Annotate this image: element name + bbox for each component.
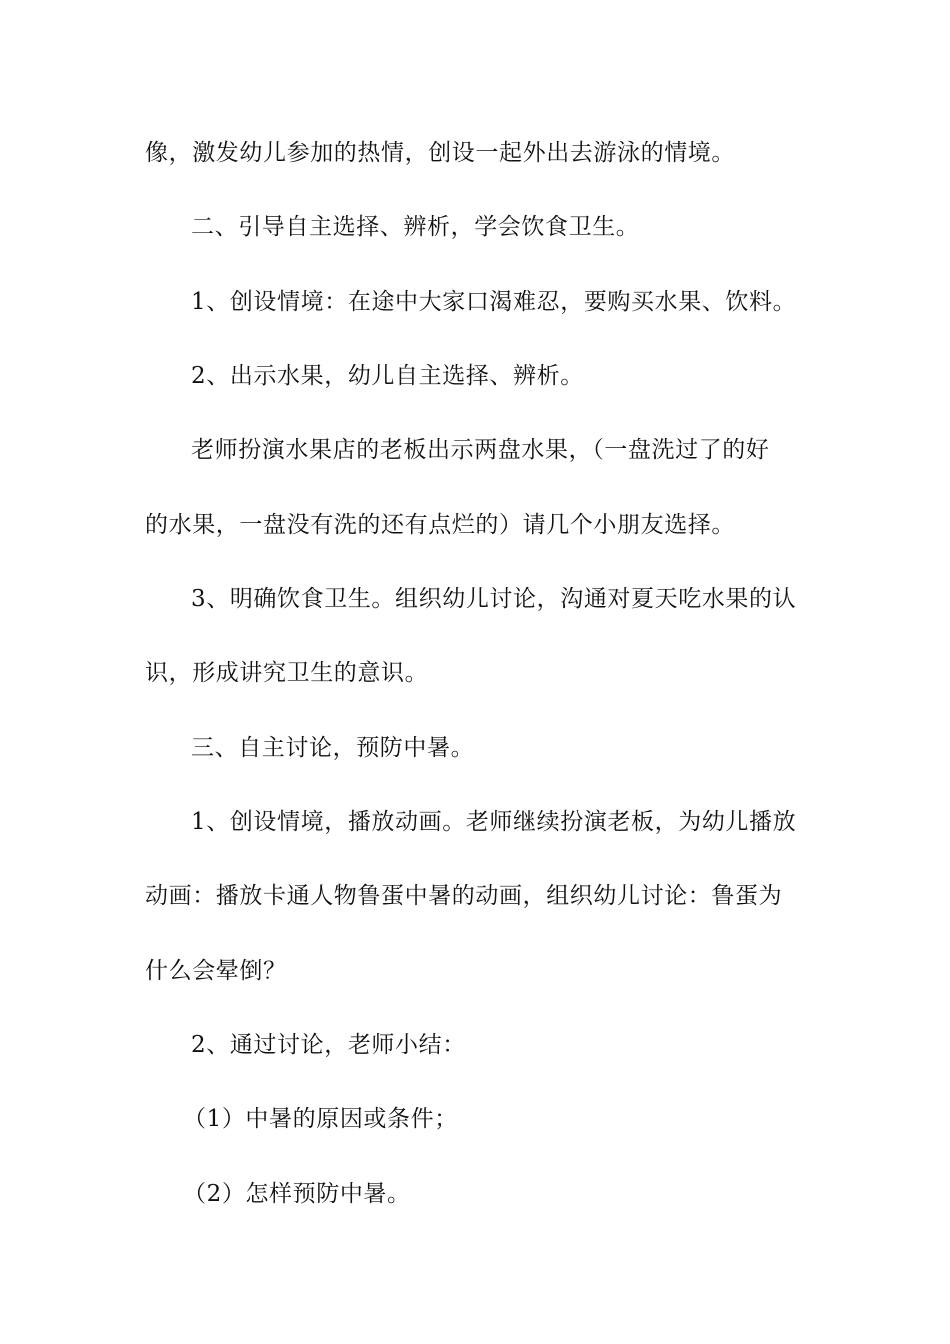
- paragraph-line: 动画：播放卡通人物鲁蛋中暑的动画，组织幼儿讨论：鲁蛋为: [145, 883, 783, 909]
- section-heading: 二、引导自主选择、辨析，学会饮食卫生。: [191, 214, 640, 240]
- paragraph-line: 识，形成讲究卫生的意识。: [145, 660, 429, 686]
- paragraph-line: 2、通过讨论，老师小结：: [191, 1032, 466, 1058]
- list-item: （2）怎样预防中暑。: [183, 1181, 411, 1207]
- paragraph-line: 老师扮演水果店的老板出示两盘水果，（一盘洗过了的好: [191, 437, 770, 463]
- paragraph-line: 1、创设情境：在途中大家口渴难忍，要购买水果、饮料。: [191, 289, 797, 315]
- list-item: （1）中暑的原因或条件；: [183, 1106, 458, 1132]
- paragraph-line: 的水果，一盘没有洗的还有点烂的）请几个小朋友选择。: [145, 512, 735, 538]
- paragraph-line: 像，激发幼儿参加的热情，创设一起外出去游泳的情境。: [145, 140, 735, 166]
- paragraph-line: 1、创设情境，播放动画。老师继续扮演老板，为幼儿播放: [191, 809, 797, 835]
- section-heading: 三、自主讨论，预防中暑。: [191, 735, 475, 761]
- paragraph-line: 3、明确饮食卫生。组织幼儿讨论，沟通对夏天吃水果的认: [191, 586, 797, 612]
- paragraph-line: 2、出示水果，幼儿自主选择、辨析。: [191, 363, 584, 389]
- paragraph-line: 什么会晕倒？: [145, 958, 287, 984]
